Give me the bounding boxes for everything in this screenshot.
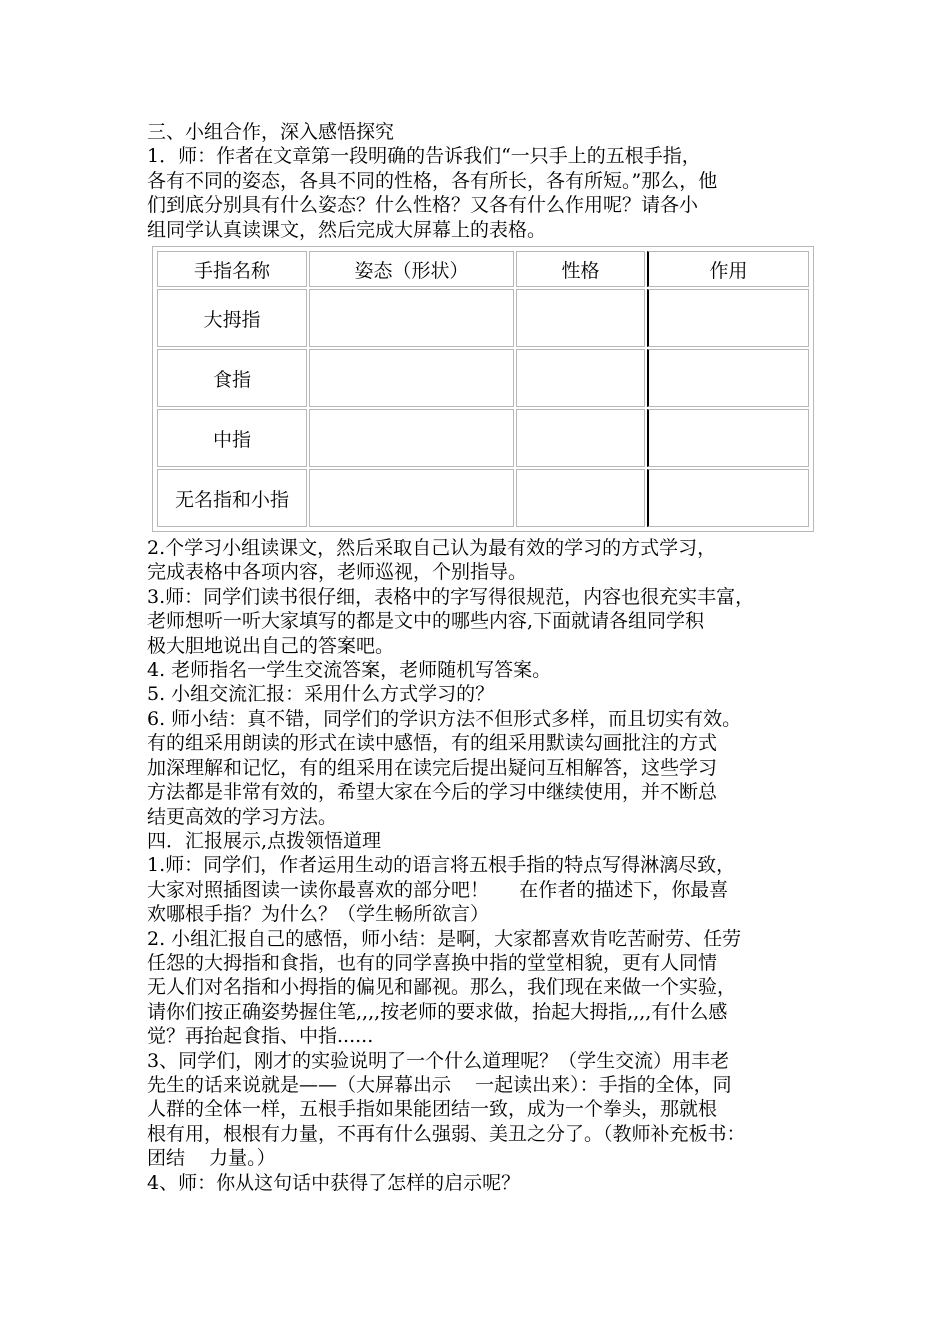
paragraph-line: 4、师：你从这句话中获得了怎样的启示呢？ xyxy=(147,1171,521,1194)
table-cell xyxy=(309,469,514,527)
finger-table xyxy=(152,246,814,532)
paragraph-line: 大家对照插图读一读你最喜欢的部分吧！ 在作者的描述下，你最喜 xyxy=(147,878,729,901)
paragraph-line: 1.师：同学们，作者运用生动的语言将五根手指的特点写得淋漓尽致， xyxy=(147,854,736,877)
paragraph-line: 2. 小组汇报自己的感悟，师小结：是啊，大家都喜欢肯吃苦耐劳、任劳 xyxy=(147,927,742,950)
paragraph-line: 先生的话来说就是——（大屏幕出示 一起读出来）：手指的全体，同 xyxy=(147,1073,732,1096)
table-cell xyxy=(647,409,809,467)
table-cell xyxy=(309,289,514,347)
paragraph-line: 有的组采用朗读的形式在读中感悟，有的组采用默读勾画批注的方式 xyxy=(147,732,718,755)
table-cell xyxy=(647,469,809,527)
header-finger-name: 手指名称 xyxy=(157,251,307,287)
finger-name-cell: 无名指和小指 xyxy=(157,469,307,527)
paragraph-line: 方法都是非常有效的，希望大家在今后的学习中继续使用，并不断总 xyxy=(147,781,718,804)
finger-name-cell: 大拇指 xyxy=(157,289,307,347)
document-page xyxy=(147,120,817,1195)
table-cell xyxy=(516,409,645,467)
table-cell xyxy=(309,349,514,407)
paragraph-line: 4. 老师指名一学生交流答案，老师随机写答案。 xyxy=(147,659,552,682)
finger-name-cell: 中指 xyxy=(157,409,307,467)
table-header-row xyxy=(157,251,809,287)
section-3-continued xyxy=(147,536,817,829)
paragraph-line: 们到底分别具有什么姿态？什么性格？又各有什么作用呢？请各小 xyxy=(147,194,699,217)
paragraph-line: 5. 小组交流汇报：采用什么方式学习的？ xyxy=(147,683,495,706)
paragraph-line: 完成表格中各项内容，老师巡视，个别指导。 xyxy=(147,561,528,584)
paragraph-line: 欢哪根手指？为什么？（学生畅所欲言） xyxy=(147,903,490,926)
paragraph-line: 1．师：作者在文章第一段明确的告诉我们“一只手上的五根手指， xyxy=(147,145,701,168)
table-cell xyxy=(647,289,809,347)
paragraph-line: 3、同学们，刚才的实验说明了一个什么道理呢？（学生交流）用丰老 xyxy=(147,1049,730,1072)
table-row xyxy=(157,349,809,407)
paragraph-line: 结更高效的学习方法。 xyxy=(147,805,338,828)
table-cell xyxy=(516,469,645,527)
paragraph-line: 组同学认真读课文，然后完成大屏幕上的表格。 xyxy=(147,218,547,241)
paragraph-line: 3.师：同学们读书很仔细，表格中的字写得很规范，内容也很充实丰富， xyxy=(147,585,755,608)
paragraph-line: 团结 力量。） xyxy=(147,1147,276,1170)
paragraph-line: 请你们按正确姿势握住笔,,,,按老师的要求做，抬起大拇指,,,,有什么感 xyxy=(147,1000,728,1023)
table-row xyxy=(157,409,809,467)
paragraph-line: 6. 师小结：真不错，同学们的学识方法不但形式多样，而且切实有效。 xyxy=(147,707,742,730)
table-cell xyxy=(309,409,514,467)
paragraph-line: 老师想听一听大家填写的都是文中的哪些内容,下面就请各组同学积 xyxy=(147,610,705,633)
section-3-heading: 三、小组合作，深入感悟探究 xyxy=(147,121,395,143)
paragraph-line: 无人们对名指和小拇指的偏见和鄙视。那么，我们现在来做一个实验， xyxy=(147,976,737,999)
section-4 xyxy=(147,829,817,1195)
paragraph-line: 极大胆地说出自己的答案吧。 xyxy=(147,634,395,657)
table-cell xyxy=(647,349,809,407)
paragraph-line: 2.个学习小组读课文，然后采取自己认为最有效的学习的方式学习， xyxy=(147,537,717,560)
header-posture: 姿态（形状） xyxy=(309,251,514,287)
header-function: 作用 xyxy=(647,251,809,287)
table-row xyxy=(157,469,809,527)
paragraph-line: 加深理解和记忆，有的组采用在读完后提出疑问互相解答，这些学习 xyxy=(147,756,718,779)
table-cell xyxy=(516,349,645,407)
table-cell xyxy=(516,289,645,347)
section-4-heading: 四．汇报展示,点拨领悟道理 xyxy=(147,829,382,852)
paragraph-line: 各有不同的姿态，各具不同的性格，各有所长，各有所短。”那么，他 xyxy=(147,169,718,192)
header-character: 性格 xyxy=(516,251,645,287)
paragraph-line: 任怨的大拇指和食指，也有的同学喜换中指的堂堂相貌，更有人同情 xyxy=(147,951,718,974)
paragraph-line: 人群的全体一样，五根手指如果能团结一致，成为一个拳头，那就根 xyxy=(147,1098,718,1121)
table-row xyxy=(157,289,809,347)
paragraph-line: 觉？再抬起食指、中指...... xyxy=(147,1025,374,1048)
finger-name-cell: 食指 xyxy=(157,349,307,407)
paragraph-line: 根有用，根根有力量，不再有什么强弱、美丑之分了。（教师补充板书： xyxy=(147,1122,746,1145)
